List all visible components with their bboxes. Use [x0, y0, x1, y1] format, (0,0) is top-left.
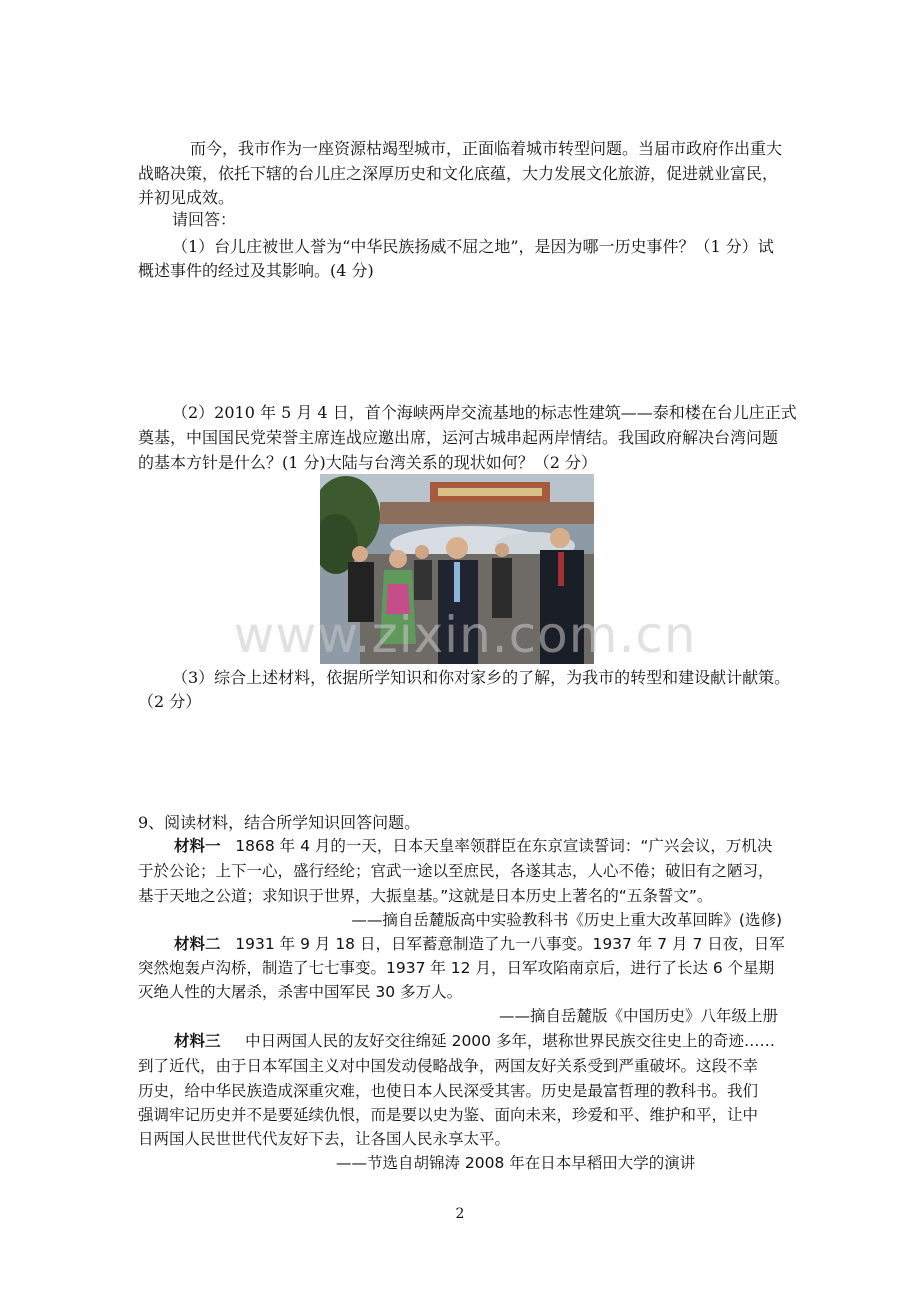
question-3-line-2: （2 分）	[138, 692, 202, 711]
material-2-line-2: 突然炮轰卢沟桥，制造了七七事变。1937 年 12 月，日军攻陷南京后，进行了长达 6 个星期	[138, 959, 775, 977]
question-3-line-1: （3）综合上述材料，依据所学知识和你对家乡的了解，为我市的转型和建设献计献策。	[172, 668, 791, 687]
material-1-source: ——摘自岳麓版高中实验教科书《历史上重大改革回眸》(选修)	[351, 911, 782, 929]
intro-line-2: 战略决策，依托下辖的台儿庄之深厚历史和文化底蕴，大力发展文化旅游，促进就业富民，	[138, 164, 779, 183]
answer-prompt: 请回答：	[172, 210, 237, 229]
question-2-line-3: 的基本方针是什么？(1 分)大陆与台湾关系的现状如何？（2 分）	[138, 453, 598, 472]
material-3-text-1: 中日两国人民的友好交往绵延 2000 多年，堪称世界民族交往史上的奇迹……	[245, 1032, 775, 1050]
material-2-line-1	[138, 932, 785, 956]
watermark: www.zixin.com.cn	[233, 606, 697, 664]
material-2-label: 材料二	[174, 935, 221, 953]
material-3-line-5: 日两国人民世世代代友好下去，让各国人民永享太平。	[138, 1130, 511, 1148]
question-9-heading: 9、阅读材料，结合所学知识回答问题。	[138, 813, 421, 832]
intro-line-1: 而今，我市作为一座资源枯竭型城市，正面临着城市转型问题。当届市政府作出重大	[190, 139, 783, 158]
material-1-label: 材料一	[174, 837, 221, 855]
page-number: 2	[455, 1206, 465, 1222]
material-2-source: ——摘自岳麓版《中国历史》八年级上册	[498, 1007, 778, 1025]
material-3-line-4: 强调牢记历史并不是要延续仇恨，而是要以史为鉴、面向未来，珍爱和平、维护和平，让中	[138, 1106, 759, 1124]
material-3-label: 材料三	[174, 1032, 221, 1050]
material-1-line-2: 于於公论；上下一心，盛行经纶；官武一途以至庶民，各遂其志，人心不倦；破旧有之陋习，	[138, 862, 774, 880]
material-3-line-2: 到了近代，由于日本军国主义对中国发动侵略战争，两国友好关系受到严重破坏。这段不幸	[138, 1057, 759, 1075]
question-1-line-2: 概述事件的经过及其影响。(4 分)	[138, 261, 374, 280]
question-1-line-1: （1）台儿庄被世人誉为“中华民族扬威不屈之地”，是因为哪一历史事件？（1 分）试	[172, 237, 774, 256]
material-1-line-1	[138, 834, 782, 858]
question-2-line-1: （2）2010 年 5 月 4 日，首个海峡两岸交流基地的标志性建筑——泰和楼在台儿庄正式	[172, 403, 797, 422]
question-2-line-2: 奠基，中国国民党荣誉主席连战应邀出席，运河古城串起两岸情结。我国政府解决台湾问题	[138, 428, 779, 447]
intro-line-3: 并初见成效。	[138, 188, 235, 207]
material-2-line-3: 灭绝人性的大屠杀，杀害中国军民 30 多万人。	[138, 983, 463, 1001]
material-3-line-3: 历史，给中华民族造成深重灾难，也使日本人民深受其害。历史是最富哲理的教科书。我们	[138, 1082, 759, 1100]
material-3-line-1	[138, 1029, 782, 1053]
material-3-source: ——节选自胡锦涛 2008 年在日本早稻田大学的演讲	[336, 1154, 696, 1172]
material-2-text-1: 1931 年 9 月 18 日，日军蓄意制造了九一八事变。1937 年 7 月 7 日夜，日军	[235, 935, 785, 953]
material-1-text-1: 1868 年 4 月的一天，日本天皇率领群臣在东京宣读誓词：“广兴会议，万机决	[235, 837, 773, 855]
material-1-line-3: 基于天地之公道；求知识于世界，大振皇基。”这就是日本历史上著名的“五条誓文”。	[138, 887, 713, 905]
